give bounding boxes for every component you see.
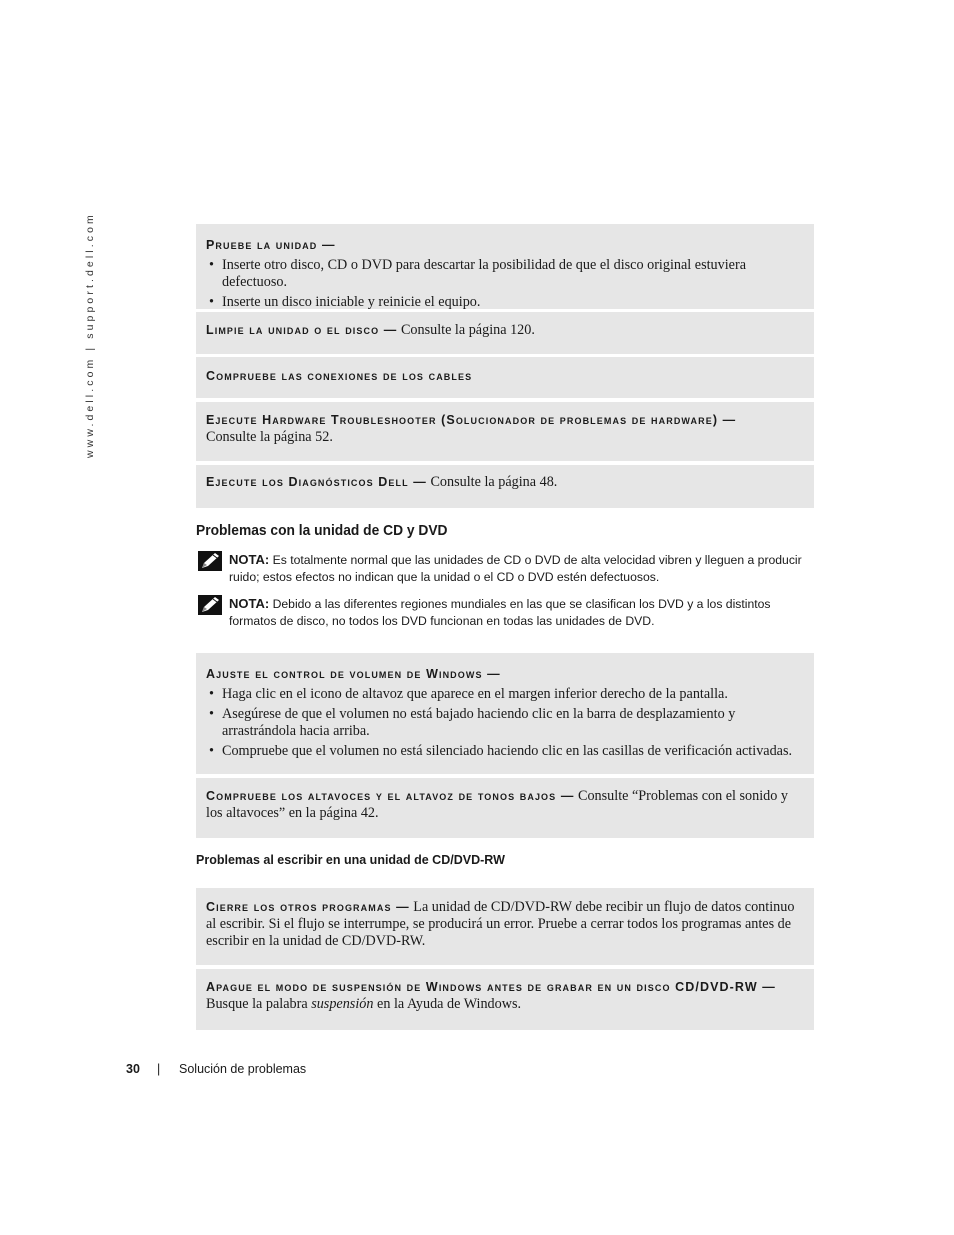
note-dvd-regions [198, 595, 814, 630]
tip-title: Limpie la unidad o el disco — [206, 323, 398, 337]
tip-block-clean-drive [196, 312, 814, 354]
tip-block-check-speakers [196, 778, 814, 838]
note-text: Debido a las diferentes regiones mundiales en las que se clasifican los DVD y a los distintos formatos de disco, no todos los DVD funcionan en todas las unidades de DVD. [229, 597, 771, 628]
tip-text-italic: suspensión [311, 996, 374, 1012]
pencil-note-icon [198, 551, 222, 571]
tip-bullets [206, 257, 804, 311]
tip-text: Consulte la página 120. [400, 322, 535, 338]
tip-block-test-drive [196, 224, 814, 309]
note-label: NOTA: [229, 596, 270, 611]
tip-block-hardware-troubleshooter [196, 402, 814, 461]
section-title: Problemas con la unidad de CD y DVD [196, 522, 448, 539]
list-item: • Asegúrese de que el volumen no está bajado haciendo clic en la barra de desplazamiento y arrastrándola hacia arriba. [222, 706, 804, 740]
tip-title: Pruebe la unidad — [206, 238, 336, 252]
note-text: Es totalmente normal que las unidades de CD o DVD de alta velocidad vibren y lleguen a producir ruido; estos efectos no indican que la unidad o el CD o DVD estén defectuosos. [229, 553, 802, 584]
list-item: • Inserte otro disco, CD o DVD para descartar la posibilidad de que el disco original estuviera defectuoso. [222, 257, 804, 291]
tip-title: Compruebe los altavoces y el altavoz de tonos bajos — [206, 789, 575, 803]
page-number: 30 [126, 1062, 140, 1076]
tip-text: Consulte la página 52. [206, 429, 333, 445]
note-vibration [198, 551, 814, 586]
tip-text: Consulte la página 48. [430, 474, 558, 490]
tip-text: en la Ayuda de Windows. [377, 996, 522, 1012]
footer-separator: | [157, 1062, 161, 1076]
tip-text: Busque la palabra [206, 996, 308, 1012]
tip-title: Compruebe las conexiones de los cables [206, 369, 473, 383]
tip-block-check-cables [196, 357, 814, 398]
note-label: NOTA: [229, 552, 270, 567]
footer-section-title: Solución de problemas [179, 1062, 307, 1076]
tip-title: Ajuste el control de volumen de Windows — [206, 667, 501, 681]
list-item: • Inserte un disco iniciable y reinicie el equipo. [222, 294, 804, 311]
tip-text: Consulte “Problemas con el sonido y los altavoces” en la página 42. [206, 788, 789, 821]
list-item: • Haga clic en el icono de altavoz que aparece en el margen inferior derecho de la pantalla. [222, 686, 804, 703]
tip-block-volume-control [196, 653, 814, 774]
tip-block-close-programs [196, 888, 814, 965]
pencil-note-icon [198, 595, 222, 615]
tip-title: Ejecute los Diagnósticos Dell — [206, 475, 427, 489]
tip-bullets [206, 686, 804, 760]
tip-title: Cierre los otros programas — [206, 900, 410, 914]
tip-title: Apague el modo de suspensión de Windows antes de grabar en un disco CD/DVD-RW — [206, 980, 776, 994]
tip-text: La unidad de CD/DVD-RW debe recibir un flujo de datos continuo al escribir. Si el flujo se interrumpe, se producirá un error. Pruebe a cerrar todos los programas antes de escribir en la unidad de CD/DVD-RW. [206, 899, 795, 949]
subsection-title: Problemas al escribir en una unidad de CD/DVD-RW [196, 853, 505, 867]
tip-block-dell-diagnostics [196, 465, 814, 508]
side-url: www.dell.com | support.dell.com [84, 212, 96, 458]
tip-block-standby-mode [196, 969, 814, 1030]
list-item: • Compruebe que el volumen no está silenciado haciendo clic en las casillas de verificación activadas. [222, 743, 804, 760]
tip-title: Ejecute Hardware Troubleshooter (Solucionador de problemas de hardware) — [206, 413, 737, 427]
